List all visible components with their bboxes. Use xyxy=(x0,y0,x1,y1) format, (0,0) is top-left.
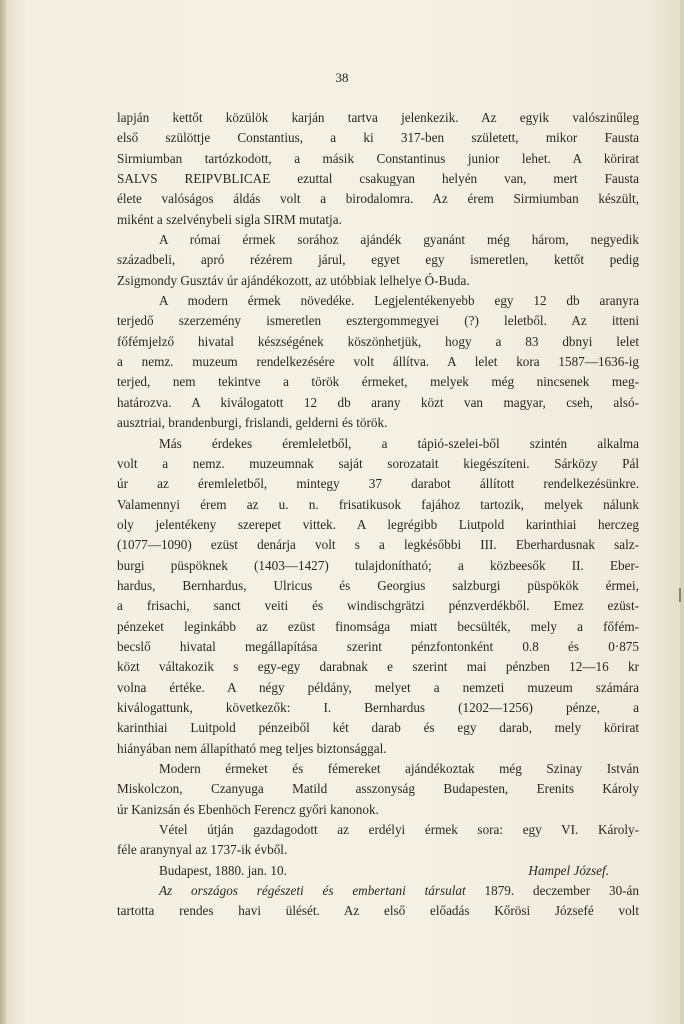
text-line: Valamennyi érem az u. n. frisatikusok fajához tartozik, melyek nálunk xyxy=(117,496,639,512)
text-line: A római érmek sorához ajándék gyanánt még három, negyedik xyxy=(159,232,639,248)
text-line: Más érdekes éremleletből, a tápió-szelei-ből szintén alkalma xyxy=(159,435,639,451)
text-line: volt a nemz. muzeumnak saját sorozatait kiegészíteni. Sárközy Pál xyxy=(117,455,639,471)
text-line: (1077—1090) ezüst denárja volt s a legkésőbbi III. Eberhardusnak salz- xyxy=(117,537,639,553)
place-date: Budapest, 1880. jan. 10. xyxy=(159,862,287,878)
body-text xyxy=(117,108,639,922)
text-line: pénzeket leginkább az ezüst finomsága miatt becsülték, mely a főfém- xyxy=(117,618,639,634)
text-line: a nemz. muzeum rendelkezésére volt állítva. A lelet kora 1587—1636-ig xyxy=(117,354,639,370)
text-line: Zsigmondy Gusztáv úr ajándékozott, az utóbbiak lelhelye Ó-Buda. xyxy=(117,272,470,288)
text-line: a frisachi, sanct veiti és windischgrätzi pénzverdékből. Emez ezüst- xyxy=(117,598,639,614)
text-line: hardus, Bernhardus, Ulricus és Georgius salzburgi püspökök érmei, xyxy=(117,577,639,593)
text-line: A modern érmek növedéke. Legjelentékenyebb egy 12 db aranyra xyxy=(159,293,639,309)
text-line: féle aranynyal az 1737-ik évből. xyxy=(117,842,288,858)
text-line: Modern érmeket és fémereket ajándékoztak még Szinay István xyxy=(159,761,639,776)
text-line: lapján kettőt közülök karján tartva jelenkezik. Az egyik valószinűleg xyxy=(117,110,639,125)
text-line: terjedő szerzemény ismeretlen esztergommegyei (?) leletből. Az itteni xyxy=(117,313,639,329)
text-line: Miskolczon, Czanyuga Matild asszonyság Budapesten, Erenits Károly xyxy=(117,781,639,797)
text-line: kiválogattunk, következők: I. Bernhardus (1202—1256) pénze, a xyxy=(117,699,639,715)
text-line: első szülöttje Constantius, a ki 317-ben született, mikor Fausta xyxy=(117,130,639,146)
page-number: 38 xyxy=(335,70,349,85)
text-line: oly jelentékeny szerepet vittek. A legrégibb Liutpold karinthiai herczeg xyxy=(117,516,639,532)
text-line: Sirmiumban tartózkodott, a másik Constantinus junior lehet. A körirat xyxy=(117,150,639,166)
text-line: úr Kanizsán és Ebenhöch Ferencz győri kanonok. xyxy=(117,801,379,817)
society-name: Az országos régészeti és embertani társulat xyxy=(159,883,466,899)
text-line: hiányában nem állapítható meg teljes biztonsággal. xyxy=(117,740,387,756)
text-line: miként a szelvénybeli sigla SIRM mutatja. xyxy=(117,211,342,227)
text-line: terjed, nem tekintve a török érmeket, melyek még nincsenek meg- xyxy=(117,374,639,390)
margin-mark xyxy=(679,588,681,602)
text-line: századbeli, apró rézérem járul, egyet egy ismeretlen, kettőt pedig xyxy=(117,252,639,268)
text-line: közt váltakozik s egy-egy darabnak e szerint mai pénzben 12—16 kr xyxy=(117,659,639,675)
final-line-rest: 1879. deczember 30-án xyxy=(484,883,639,899)
text-line: élete valóságos áldás volt a birodalomra. Az érem Sirmiumban készült, xyxy=(117,191,639,207)
text-line: ausztriai, brandenburgi, frislandi, gelderni és török. xyxy=(117,415,388,431)
signature: Hampel József. xyxy=(528,862,609,878)
page-edge xyxy=(680,0,684,1024)
text-line: karinthiai Luitpold pénzeiből két darab és egy darab, mely körirat xyxy=(117,720,639,736)
page-spine-shadow xyxy=(0,0,6,1024)
text-line: határozva. A kiválogatott 12 db arany közt van magyar, cseh, alsó- xyxy=(117,394,639,410)
text-line: főfémjelző hivatal készségének köszönhetjük, hogy a 83 dbnyi lelet xyxy=(117,333,639,349)
text-line: volna értéke. A négy példány, melyet a nemzeti muzeum számára xyxy=(117,679,639,695)
text-line: tartotta rendes havi ülését. Az első előadás Kőrösi Józsefé volt xyxy=(117,903,639,919)
text-line: burgi püspöknek (1403—1427) tulajdonítható; a közbeesők II. Eber- xyxy=(117,557,639,573)
text-line: becslő hivatal megállapítása szerint pénzfontonként 0.8 és 0·875 xyxy=(117,638,639,654)
text-line: úr az éremleletből, mintegy 37 darabot állított rendelkezésünkre. xyxy=(117,476,639,492)
text-line: SALVS REIPVBLICAE ezuttal csakugyan helyén van, mert Fausta xyxy=(117,171,639,187)
closing-line xyxy=(117,861,639,881)
final-line xyxy=(117,881,639,901)
text-line: Vétel útján gazdagodott az erdélyi érmek sora: egy VI. Károly- xyxy=(159,822,639,838)
